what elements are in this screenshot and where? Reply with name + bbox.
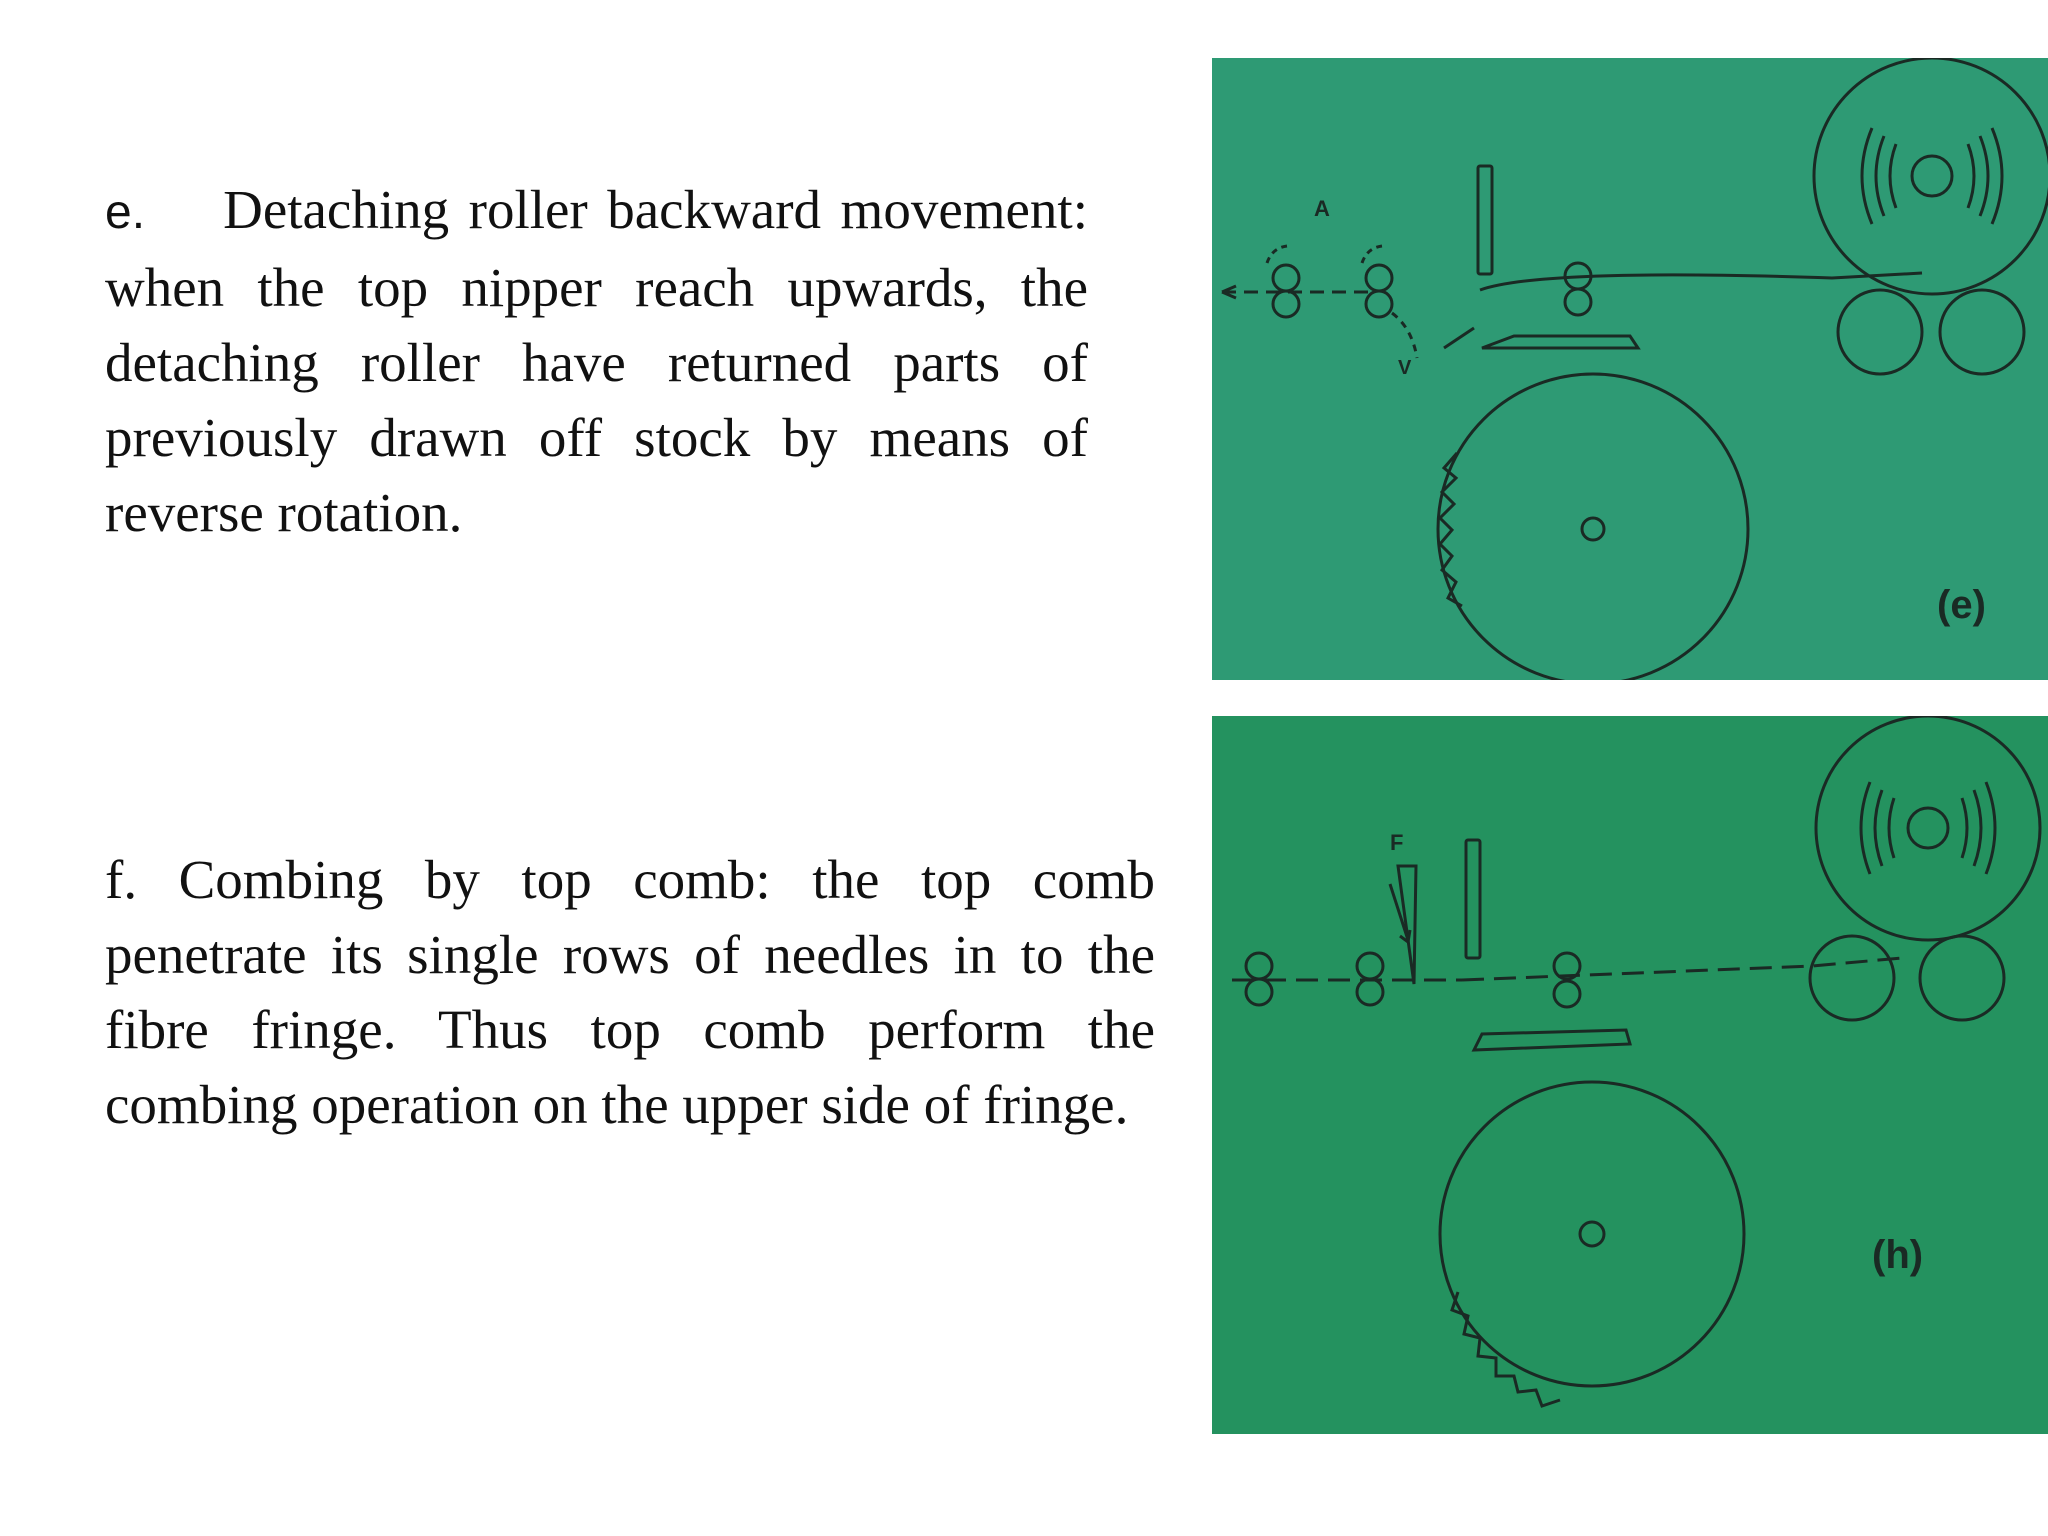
fibre-line: [1232, 958, 1902, 980]
comber-diagram-h-drawing: [1212, 716, 2048, 1434]
calender-roller-right: [1940, 290, 2024, 374]
combing-cylinder: [1440, 1082, 1744, 1386]
nipper-roller-right: [1366, 265, 1392, 317]
calender-roller-left: [1810, 936, 1894, 1020]
cylinder-needles: [1452, 1292, 1560, 1406]
v-motion-arrow: [1392, 313, 1417, 358]
lap-roller: [1816, 716, 2040, 940]
top-comb: [1478, 166, 1492, 274]
top-knife: [1466, 840, 1480, 958]
calender-roller-left: [1838, 290, 1922, 374]
figure-caption-h: (h): [1872, 1233, 1924, 1277]
paragraph-f: [105, 842, 1155, 1142]
comber-diagram-h: [1212, 716, 2048, 1434]
calender-roller-right: [1920, 936, 2004, 1020]
marker-f: F: [1390, 830, 1404, 855]
paragraph-e-letter: e.: [105, 186, 146, 239]
detaching-roller: [1565, 263, 1591, 315]
lap-roller: [1814, 58, 2048, 294]
comber-diagram-e-drawing: [1212, 58, 2048, 680]
combing-cylinder: [1438, 374, 1748, 680]
fibre-line-drawn: [1480, 273, 1922, 290]
figure-caption-e: (e): [1937, 583, 1986, 627]
top-comb: [1398, 866, 1416, 984]
marker-a: A: [1314, 196, 1330, 221]
nipper-plate: [1482, 336, 1638, 348]
paragraph-e: [105, 172, 1088, 550]
marker-v: V: [1398, 357, 1412, 379]
comber-diagram-e: [1212, 58, 2048, 680]
cylinder-needles: [1440, 453, 1462, 606]
paragraph-f-text: f. Combing by top comb: the top comb penetrate its single rows of needles in to the fibre fringe. Thus top comb perform the combing operation on the upper side of fringe.: [105, 849, 1155, 1135]
detaching-roller: [1554, 953, 1580, 1007]
nipper-plate: [1474, 1030, 1630, 1050]
paragraph-e-text: Detaching roller backward movement: when the top nipper reach upwards, the detaching roller have returned parts of previously drawn off stock by means of reverse rotation.: [105, 179, 1088, 543]
